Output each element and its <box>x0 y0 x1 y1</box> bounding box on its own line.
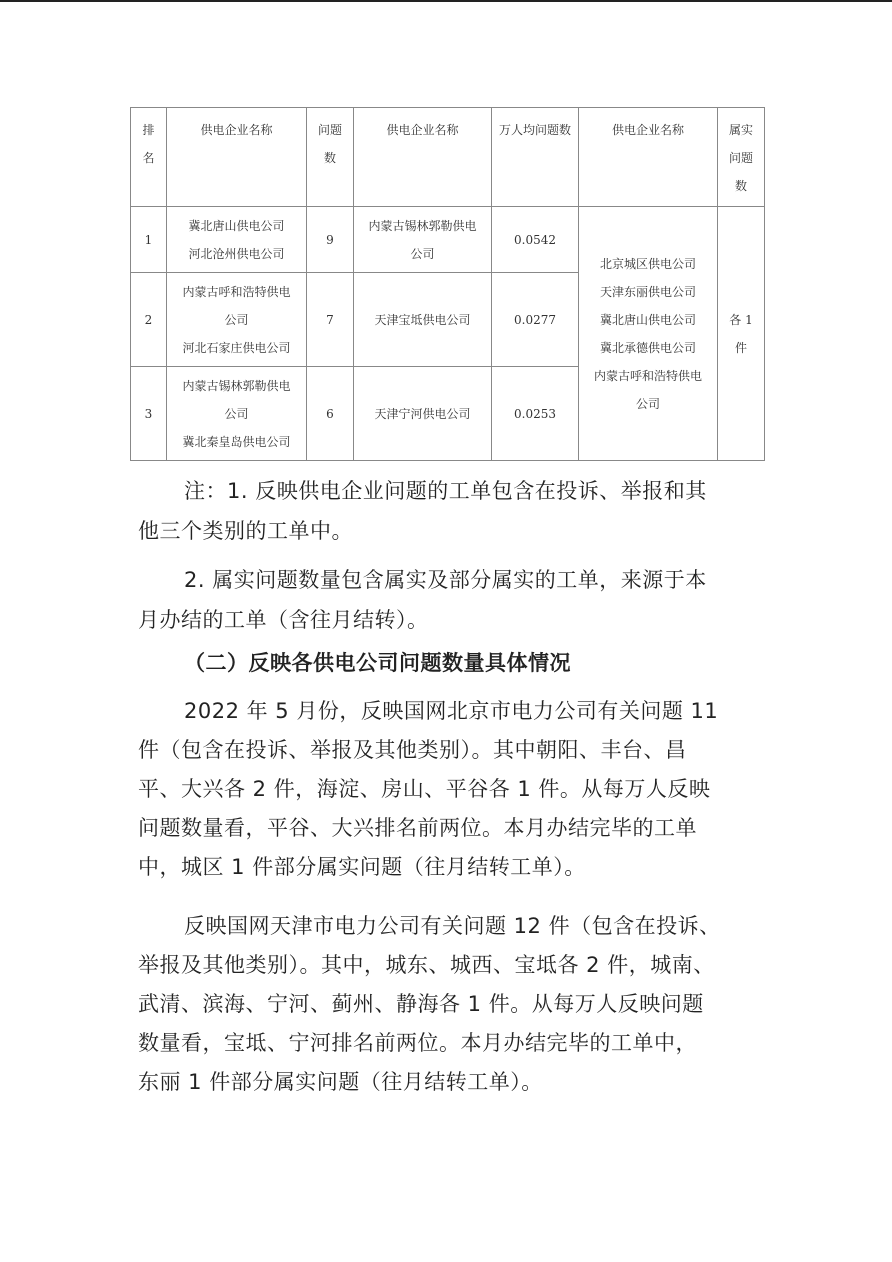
header-per-10k: 万人均问题数 <box>492 108 579 207</box>
company-b-cell: 天津宝坻供电公司 <box>354 273 492 367</box>
per-10k-cell: 0.0542 <box>492 207 579 273</box>
para-1-line-5: 中，城区 1 件部分属实问题（往月结转工单）。 <box>138 855 586 879</box>
para-1-line-2: 件（包含在投诉、举报及其他类别）。其中朝阳、丰台、昌 <box>138 738 687 762</box>
para-2-line-3: 武清、滨海、宁河、蓟州、静海各 1 件。从每万人反映问题 <box>138 992 704 1016</box>
company-a-cell: 内蒙古呼和浩特供电 公司 河北石家庄供电公司 <box>167 273 307 367</box>
note-2-line-2: 月办结的工单（含往月结转）。 <box>138 608 429 632</box>
table-row <box>131 207 765 273</box>
count-cell: 7 <box>307 273 354 367</box>
para-2-line-2: 举报及其他类别）。其中，城东、城西、宝坻各 2 件，城南、 <box>138 953 715 977</box>
company-a-cell: 内蒙古锡林郭勒供电 公司 冀北秦皇岛供电公司 <box>167 367 307 461</box>
para-1-line-1: 2022 年 5 月份，反映国网北京市电力公司有关问题 11 <box>184 699 719 723</box>
section-heading: （二）反映各供电公司问题数量具体情况 <box>184 651 571 675</box>
company-b-cell: 内蒙古锡林郭勒供电 公司 <box>354 207 492 273</box>
rank-cell: 1 <box>131 207 167 273</box>
table-header-row <box>131 108 765 207</box>
para-2-line-5: 东丽 1 件部分属实问题（往月结转工单）。 <box>138 1070 543 1094</box>
note-1-line-1: 注：1. 反映供电企业问题的工单包含在投诉、举报和其 <box>184 479 707 503</box>
header-company-c: 供电企业名称 <box>579 108 718 207</box>
count-cell: 9 <box>307 207 354 273</box>
company-b-cell: 天津宁河供电公司 <box>354 367 492 461</box>
verified-companies-cell: 北京城区供电公司 天津东丽供电公司 冀北唐山供电公司 冀北承德供电公司 内蒙古呼和浩特供电 公司 <box>579 207 718 461</box>
para-2-line-1: 反映国网天津市电力公司有关问题 12 件（包含在投诉、 <box>184 914 721 938</box>
note-2-line-1: 2. 属实问题数量包含属实及部分属实的工单，来源于本 <box>184 568 707 592</box>
header-company-b: 供电企业名称 <box>354 108 492 207</box>
company-a-cell: 冀北唐山供电公司 河北沧州供电公司 <box>167 207 307 273</box>
page-top-border <box>0 0 892 2</box>
header-company-a: 供电企业名称 <box>167 108 307 207</box>
rank-cell: 2 <box>131 273 167 367</box>
header-rank: 排名 <box>131 108 167 207</box>
rank-cell: 3 <box>131 367 167 461</box>
count-cell: 6 <box>307 367 354 461</box>
para-1-line-3: 平、大兴各 2 件，海淀、房山、平谷各 1 件。从每万人反映 <box>138 777 711 801</box>
per-10k-cell: 0.0277 <box>492 273 579 367</box>
ranking-table <box>130 107 765 461</box>
header-count: 问题数 <box>307 108 354 207</box>
header-verified: 属实问题数 <box>718 108 765 207</box>
per-10k-cell: 0.0253 <box>492 367 579 461</box>
para-2-line-4: 数量看，宝坻、宁河排名前两位。本月办结完毕的工单中， <box>138 1031 697 1055</box>
note-1-line-2: 他三个类别的工单中。 <box>138 519 353 543</box>
para-1-line-4: 问题数量看，平谷、大兴排名前两位。本月办结完毕的工单 <box>138 816 697 840</box>
verified-count-cell: 各 1 件 <box>718 207 765 461</box>
